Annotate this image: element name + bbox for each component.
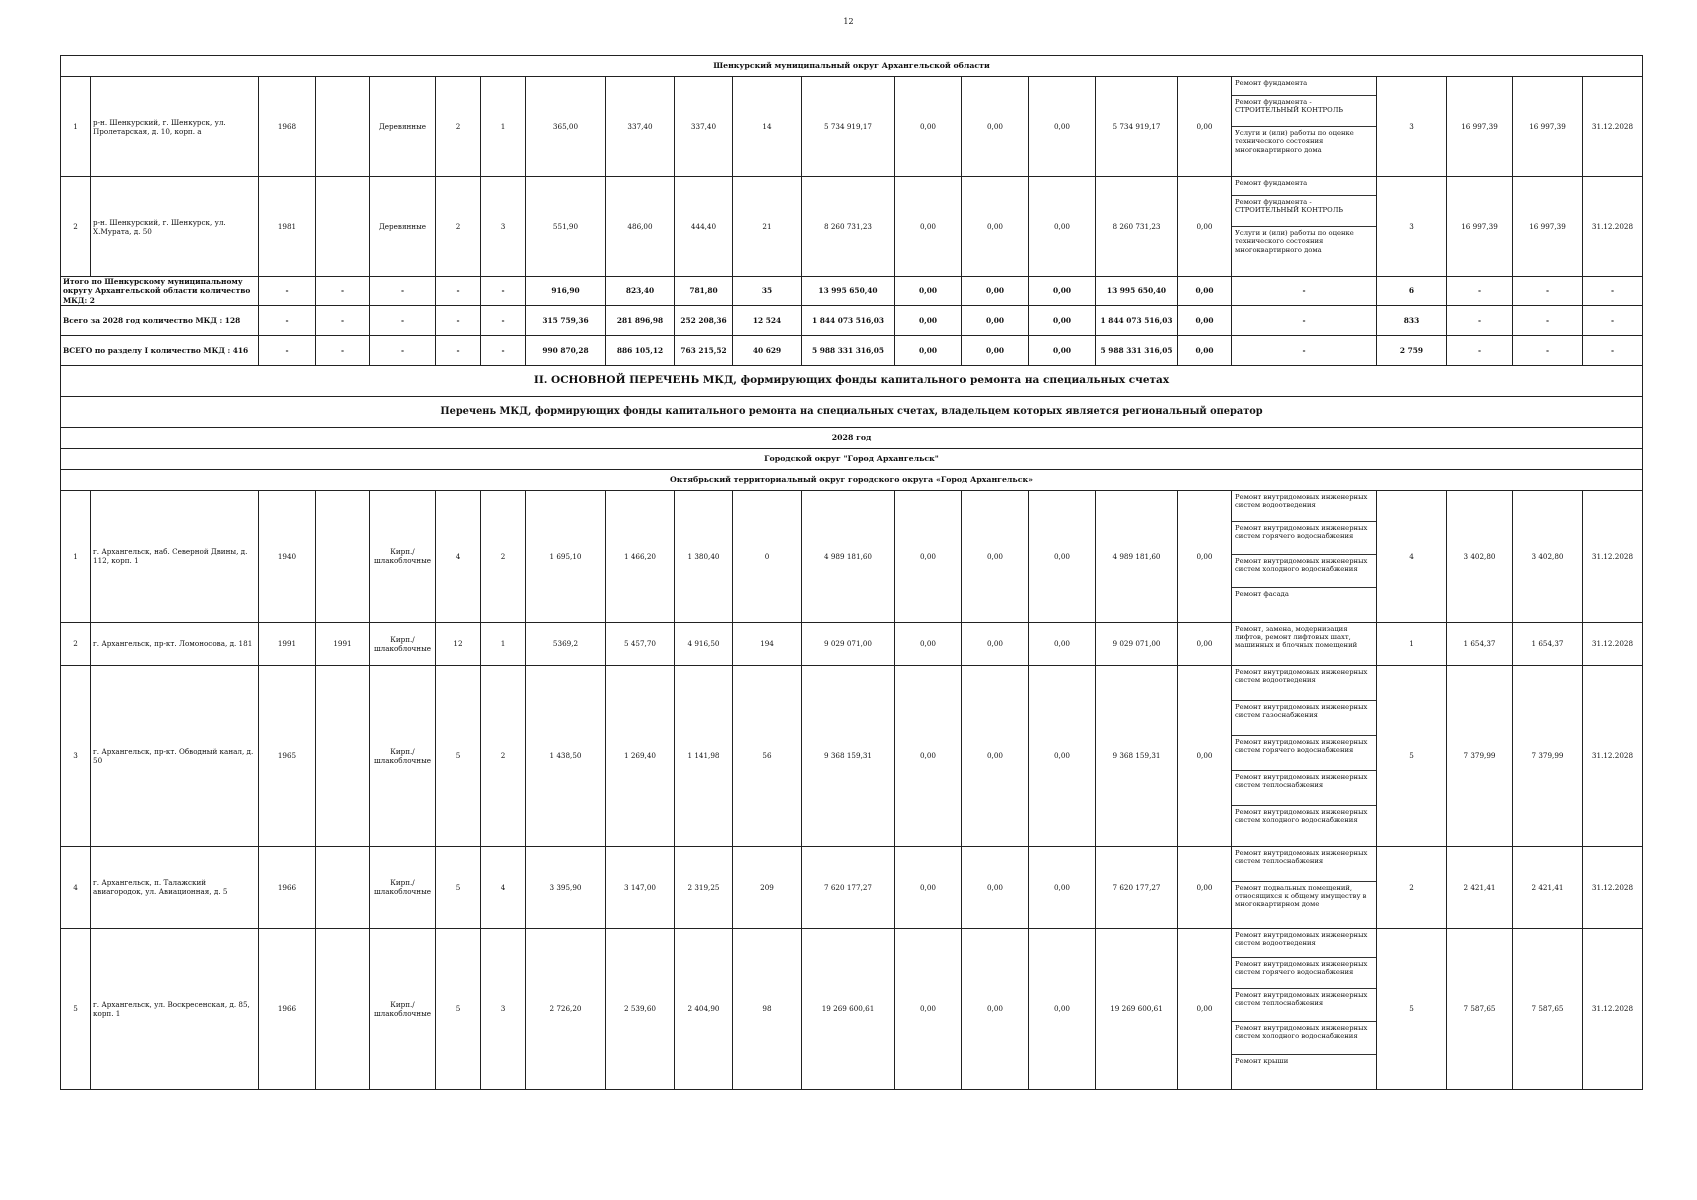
dash-cell: - (259, 305, 316, 335)
cell-area-living: 3 147,00 (606, 846, 675, 928)
cell-area-total: 365,00 (526, 77, 606, 177)
cell-fund-local: 0,00 (1029, 77, 1096, 177)
cell-fund-local: 0,00 (1029, 622, 1096, 665)
header-row (61, 396, 1643, 427)
cell-fund-owners: 5 734 919,17 (1096, 77, 1178, 177)
cell-fund-local: 0,00 (1029, 846, 1096, 928)
cell-deadline: 31.12.2028 (1583, 928, 1643, 1089)
cell-address: г. Архангельск, пр-кт. Обводный канал, д. 50 (91, 665, 259, 846)
cell-works-count: 4 (1377, 490, 1447, 622)
capital-repair-register-table (60, 55, 1643, 1090)
section-header-shenkursk: Шенкурский муниципальный округ Архангельской области (61, 56, 1643, 77)
dash-cell: - (481, 305, 526, 335)
dash-cell: - (316, 305, 370, 335)
dash-cell: - (1583, 305, 1643, 335)
cell-limit-cost: 7 379,99 (1513, 665, 1583, 846)
cell-year-reconstr: 1991 (316, 622, 370, 665)
table-body (61, 56, 1643, 1090)
cell-address: г. Архангельск, ул. Воскресенская, д. 85, корп. 1 (91, 928, 259, 1089)
total-area-residential: 252 208,36 (675, 305, 733, 335)
cell-entrances: 1 (481, 622, 526, 665)
cell-year-reconstr (316, 665, 370, 846)
cell-fund-regional: 0,00 (962, 846, 1029, 928)
table-row (61, 77, 1643, 177)
work-item: Ремонт крыши (1235, 1056, 1289, 1065)
cell-area-total: 3 395,90 (526, 846, 606, 928)
cell-works-count: 1 (1377, 622, 1447, 665)
total-label: ВСЕГО по разделу I количество МКД : 416 (61, 335, 259, 365)
total-fund-other: 0,00 (1178, 277, 1232, 306)
cell-year-reconstr (316, 490, 370, 622)
work-item: Ремонт внутридомовых инженерных систем водоотведения (1232, 491, 1376, 522)
cell-area-living: 1 466,20 (606, 490, 675, 622)
cell-material: Кирп./ шлакоблочные (370, 928, 436, 1089)
work-item: Ремонт фундамента - СТРОИТЕЛЬНЫЙ КОНТРОЛЬ (1232, 96, 1376, 127)
dash-cell: - (1232, 277, 1377, 306)
table-row (61, 177, 1643, 277)
cell-address: г. Архангельск, наб. Северной Двины, д. 112, корп. 1 (91, 490, 259, 622)
work-item: Ремонт внутридомовых инженерных систем холодного водоснабжения (1232, 555, 1376, 588)
cell-material: Кирп./ шлакоблочные (370, 622, 436, 665)
total-row (61, 277, 1643, 306)
total-area-living: 281 896,98 (606, 305, 675, 335)
cell-area-living: 5 457,70 (606, 622, 675, 665)
cell-area-total: 5369,2 (526, 622, 606, 665)
cell-works-count: 3 (1377, 77, 1447, 177)
cell-fund-other: 0,00 (1178, 490, 1232, 622)
cell-cost-total: 9 029 071,00 (802, 622, 895, 665)
cell-fund-other: 0,00 (1178, 928, 1232, 1089)
total-area-residential: 763 215,52 (675, 335, 733, 365)
cell-fund-owners: 8 260 731,23 (1096, 177, 1178, 277)
cell-area-total: 2 726,20 (526, 928, 606, 1089)
total-fund-federal: 0,00 (895, 277, 962, 306)
dash-cell: - (436, 335, 481, 365)
cell-address: г. Архангельск, пр-кт. Ломоносова, д. 181 (91, 622, 259, 665)
cell-fund-regional: 0,00 (962, 77, 1029, 177)
cell-unit-cost: 7 379,99 (1447, 665, 1513, 846)
cell-no: 1 (61, 77, 91, 177)
cell-area-living: 337,40 (606, 77, 675, 177)
total-residents: 35 (733, 277, 802, 306)
dash-cell: - (481, 277, 526, 306)
cell-fund-regional: 0,00 (962, 622, 1029, 665)
cell-area-residential: 4 916,50 (675, 622, 733, 665)
cell-fund-federal: 0,00 (895, 665, 962, 846)
dash-cell: - (481, 335, 526, 365)
cell-area-residential: 1 380,40 (675, 490, 733, 622)
cell-cost-total: 5 734 919,17 (802, 77, 895, 177)
cell-cost-total: 9 368 159,31 (802, 665, 895, 846)
cell-address: г. Архангельск, п. Талажский авиагородок, ул. Авиационная, д. 5 (91, 846, 259, 928)
cell-area-living: 486,00 (606, 177, 675, 277)
total-area-living: 886 105,12 (606, 335, 675, 365)
header-row (61, 469, 1643, 490)
work-item: Услуги и (или) работы по оценке технического состояния многоквартирного дома (1235, 229, 1354, 254)
dash-cell: - (259, 277, 316, 306)
total-area-total: 916,90 (526, 277, 606, 306)
total-fund-federal: 0,00 (895, 335, 962, 365)
cell-works-count: 5 (1377, 928, 1447, 1089)
cell-works-count: 3 (1377, 177, 1447, 277)
cell-unit-cost: 3 402,80 (1447, 490, 1513, 622)
cell-fund-federal: 0,00 (895, 928, 962, 1089)
dash-cell: - (1232, 335, 1377, 365)
total-residents: 12 524 (733, 305, 802, 335)
work-item: Ремонт, замена, модернизация лифтов, ремонт лифтовых шахт, машинных и блочных помещений (1235, 624, 1358, 650)
cell-address: р-н. Шенкурский, г. Шенкурск, ул. Пролетарская, д. 10, корп. а (91, 77, 259, 177)
total-works-count: 833 (1377, 305, 1447, 335)
cell-no: 4 (61, 846, 91, 928)
cell-year-built: 1968 (259, 77, 316, 177)
cell-deadline: 31.12.2028 (1583, 77, 1643, 177)
cell-fund-local: 0,00 (1029, 177, 1096, 277)
district-header: Октябрьский территориальный округ городского округа «Город Архангельск» (61, 469, 1643, 490)
cell-residents: 98 (733, 928, 802, 1089)
cell-fund-federal: 0,00 (895, 77, 962, 177)
cell-area-residential: 2 319,25 (675, 846, 733, 928)
cell-fund-regional: 0,00 (962, 177, 1029, 277)
total-residents: 40 629 (733, 335, 802, 365)
header-row (61, 365, 1643, 396)
cell-fund-federal: 0,00 (895, 177, 962, 277)
cell-residents: 56 (733, 665, 802, 846)
cell-cost-total: 8 260 731,23 (802, 177, 895, 277)
cell-unit-cost: 7 587,65 (1447, 928, 1513, 1089)
cell-floors: 2 (436, 177, 481, 277)
work-item: Ремонт фасада (1235, 589, 1289, 598)
total-fund-local: 0,00 (1029, 335, 1096, 365)
cell-fund-local: 0,00 (1029, 490, 1096, 622)
table-row (61, 928, 1643, 1089)
cell-limit-cost: 1 654,37 (1513, 622, 1583, 665)
page-number: 12 (843, 17, 854, 26)
cell-entrances: 3 (481, 928, 526, 1089)
work-item: Ремонт внутридомовых инженерных систем водоотведения (1232, 929, 1376, 958)
cell-limit-cost: 3 402,80 (1513, 490, 1583, 622)
works-list (1232, 665, 1377, 846)
cell-no: 2 (61, 622, 91, 665)
total-fund-regional: 0,00 (962, 277, 1029, 306)
total-area-total: 315 759,36 (526, 305, 606, 335)
cell-fund-other: 0,00 (1178, 665, 1232, 846)
cell-floors: 5 (436, 665, 481, 846)
cell-fund-owners: 4 989 181,60 (1096, 490, 1178, 622)
section-2-subtitle: Перечень МКД, формирующих фонды капитального ремонта на специальных счетах, владельцем которых является региональный оператор (61, 396, 1643, 427)
dash-cell: - (1447, 305, 1513, 335)
cell-entrances: 1 (481, 77, 526, 177)
work-item: Ремонт фундамента (1232, 77, 1376, 96)
cell-works-count: 5 (1377, 665, 1447, 846)
cell-floors: 12 (436, 622, 481, 665)
works-list (1232, 846, 1377, 928)
cell-material: Деревянные (370, 77, 436, 177)
cell-deadline: 31.12.2028 (1583, 490, 1643, 622)
cell-area-total: 1 438,50 (526, 665, 606, 846)
cell-year-reconstr (316, 177, 370, 277)
work-item: Ремонт внутридомовых инженерных систем водоотведения (1232, 666, 1376, 701)
cell-fund-federal: 0,00 (895, 846, 962, 928)
cell-area-residential: 2 404,90 (675, 928, 733, 1089)
total-fund-owners: 5 988 331 316,05 (1096, 335, 1178, 365)
total-fund-regional: 0,00 (962, 335, 1029, 365)
cell-deadline: 31.12.2028 (1583, 177, 1643, 277)
dash-cell: - (1583, 335, 1643, 365)
cell-fund-other: 0,00 (1178, 846, 1232, 928)
cell-fund-regional: 0,00 (962, 490, 1029, 622)
header-row (61, 448, 1643, 469)
cell-floors: 5 (436, 928, 481, 1089)
cell-fund-owners: 9 029 071,00 (1096, 622, 1178, 665)
section-2-title: II. ОСНОВНОЙ ПЕРЕЧЕНЬ МКД, формирующих фонды капитального ремонта на специальных счетах (61, 365, 1643, 396)
total-fund-other: 0,00 (1178, 335, 1232, 365)
work-item: Ремонт внутридомовых инженерных систем теплоснабжения (1232, 771, 1376, 806)
cell-fund-regional: 0,00 (962, 665, 1029, 846)
total-fund-owners: 13 995 650,40 (1096, 277, 1178, 306)
cell-year-built: 1965 (259, 665, 316, 846)
cell-year-built: 1966 (259, 928, 316, 1089)
cell-unit-cost: 16 997,39 (1447, 77, 1513, 177)
total-area-residential: 781,80 (675, 277, 733, 306)
cell-area-living: 2 539,60 (606, 928, 675, 1089)
total-area-living: 823,40 (606, 277, 675, 306)
cell-cost-total: 7 620 177,27 (802, 846, 895, 928)
cell-limit-cost: 16 997,39 (1513, 77, 1583, 177)
cell-fund-other: 0,00 (1178, 177, 1232, 277)
total-fund-regional: 0,00 (962, 305, 1029, 335)
dash-cell: - (436, 277, 481, 306)
dash-cell: - (1513, 277, 1583, 306)
table-row (61, 622, 1643, 665)
works-list (1232, 490, 1377, 622)
cell-residents: 14 (733, 77, 802, 177)
year-header: 2028 год (61, 427, 1643, 448)
cell-fund-regional: 0,00 (962, 928, 1029, 1089)
dash-cell: - (370, 277, 436, 306)
dash-cell: - (1447, 335, 1513, 365)
cell-fund-other: 0,00 (1178, 77, 1232, 177)
cell-year-reconstr (316, 77, 370, 177)
cell-residents: 0 (733, 490, 802, 622)
cell-floors: 4 (436, 490, 481, 622)
cell-material: Кирп./ шлакоблочные (370, 665, 436, 846)
cell-area-residential: 337,40 (675, 77, 733, 177)
total-works-count: 6 (1377, 277, 1447, 306)
cell-year-reconstr (316, 928, 370, 1089)
cell-year-built: 1966 (259, 846, 316, 928)
header-row (61, 427, 1643, 448)
cell-fund-owners: 19 269 600,61 (1096, 928, 1178, 1089)
cell-material: Деревянные (370, 177, 436, 277)
cell-cost-total: 4 989 181,60 (802, 490, 895, 622)
cell-fund-federal: 0,00 (895, 622, 962, 665)
cell-deadline: 31.12.2028 (1583, 665, 1643, 846)
total-label: Всего за 2028 год количество МКД : 128 (61, 305, 259, 335)
work-item: Ремонт фундамента - СТРОИТЕЛЬНЫЙ КОНТРОЛЬ (1232, 196, 1376, 227)
cell-year-built: 1991 (259, 622, 316, 665)
cell-residents: 194 (733, 622, 802, 665)
total-fund-other: 0,00 (1178, 305, 1232, 335)
dash-cell: - (1583, 277, 1643, 306)
cell-entrances: 4 (481, 846, 526, 928)
work-item: Услуги и (или) работы по оценке технического состояния многоквартирного дома (1235, 129, 1354, 154)
dash-cell: - (1447, 277, 1513, 306)
cell-entrances: 3 (481, 177, 526, 277)
cell-fund-other: 0,00 (1178, 622, 1232, 665)
dash-cell: - (1513, 305, 1583, 335)
work-item: Ремонт внутридомовых инженерных систем холодного водоснабжения (1232, 1022, 1376, 1055)
dash-cell: - (1513, 335, 1583, 365)
cell-fund-local: 0,00 (1029, 928, 1096, 1089)
cell-unit-cost: 16 997,39 (1447, 177, 1513, 277)
works-list (1232, 177, 1377, 277)
cell-material: Кирп./ шлакоблочные (370, 846, 436, 928)
dash-cell: - (316, 335, 370, 365)
work-item: Ремонт внутридомовых инженерных систем горячего водоснабжения (1232, 958, 1376, 989)
cell-fund-local: 0,00 (1029, 665, 1096, 846)
total-row (61, 335, 1643, 365)
total-cost-total: 1 844 073 516,03 (802, 305, 895, 335)
cell-limit-cost: 16 997,39 (1513, 177, 1583, 277)
dash-cell: - (316, 277, 370, 306)
dash-cell: - (1232, 305, 1377, 335)
total-fund-local: 0,00 (1029, 305, 1096, 335)
work-item: Ремонт внутридомовых инженерных систем теплоснабжения (1232, 847, 1376, 882)
table-row (61, 846, 1643, 928)
total-area-total: 990 870,28 (526, 335, 606, 365)
cell-area-living: 1 269,40 (606, 665, 675, 846)
table-row (61, 665, 1643, 846)
work-item: Ремонт внутридомовых инженерных систем теплоснабжения (1232, 989, 1376, 1022)
cell-fund-owners: 9 368 159,31 (1096, 665, 1178, 846)
total-fund-local: 0,00 (1029, 277, 1096, 306)
cell-year-built: 1981 (259, 177, 316, 277)
cell-area-total: 551,90 (526, 177, 606, 277)
cell-limit-cost: 7 587,65 (1513, 928, 1583, 1089)
total-cost-total: 5 988 331 316,05 (802, 335, 895, 365)
cell-unit-cost: 2 421,41 (1447, 846, 1513, 928)
works-list (1232, 622, 1377, 665)
cell-material: Кирп./ шлакоблочные (370, 490, 436, 622)
dash-cell: - (436, 305, 481, 335)
total-cost-total: 13 995 650,40 (802, 277, 895, 306)
cell-deadline: 31.12.2028 (1583, 846, 1643, 928)
dash-cell: - (370, 305, 436, 335)
total-row (61, 305, 1643, 335)
cell-cost-total: 19 269 600,61 (802, 928, 895, 1089)
total-fund-federal: 0,00 (895, 305, 962, 335)
cell-residents: 21 (733, 177, 802, 277)
works-list (1232, 77, 1377, 177)
cell-entrances: 2 (481, 665, 526, 846)
cell-floors: 2 (436, 77, 481, 177)
works-list (1232, 928, 1377, 1089)
total-label: Итого по Шенкурскому муниципальному округу Архангельской области количество МКД: 2 (61, 277, 259, 306)
city-header: Городской округ "Город Архангельск" (61, 448, 1643, 469)
cell-no: 5 (61, 928, 91, 1089)
cell-year-reconstr (316, 846, 370, 928)
cell-area-total: 1 695,10 (526, 490, 606, 622)
dash-cell: - (259, 335, 316, 365)
cell-floors: 5 (436, 846, 481, 928)
cell-works-count: 2 (1377, 846, 1447, 928)
cell-unit-cost: 1 654,37 (1447, 622, 1513, 665)
cell-area-residential: 1 141,98 (675, 665, 733, 846)
cell-area-residential: 444,40 (675, 177, 733, 277)
work-item: Ремонт внутридомовых инженерных систем газоснабжения (1232, 701, 1376, 736)
work-item: Ремонт внутридомовых инженерных систем холодного водоснабжения (1235, 807, 1368, 825)
work-item: Ремонт внутридомовых инженерных систем горячего водоснабжения (1232, 736, 1376, 771)
dash-cell: - (370, 335, 436, 365)
total-fund-owners: 1 844 073 516,03 (1096, 305, 1178, 335)
cell-no: 2 (61, 177, 91, 277)
cell-no: 1 (61, 490, 91, 622)
cell-address: р-н. Шенкурский, г. Шенкурск, ул. Х.Мурата, д. 50 (91, 177, 259, 277)
work-item: Ремонт подвальных помещений, относящихся к общему имуществу в многоквартирном доме (1235, 883, 1367, 909)
work-item: Ремонт фундамента (1232, 177, 1376, 196)
cell-no: 3 (61, 665, 91, 846)
total-works-count: 2 759 (1377, 335, 1447, 365)
cell-residents: 209 (733, 846, 802, 928)
cell-limit-cost: 2 421,41 (1513, 846, 1583, 928)
work-item: Ремонт внутридомовых инженерных систем горячего водоснабжения (1232, 522, 1376, 555)
table-row (61, 490, 1643, 622)
cell-fund-federal: 0,00 (895, 490, 962, 622)
cell-year-built: 1940 (259, 490, 316, 622)
cell-deadline: 31.12.2028 (1583, 622, 1643, 665)
cell-entrances: 2 (481, 490, 526, 622)
cell-fund-owners: 7 620 177,27 (1096, 846, 1178, 928)
